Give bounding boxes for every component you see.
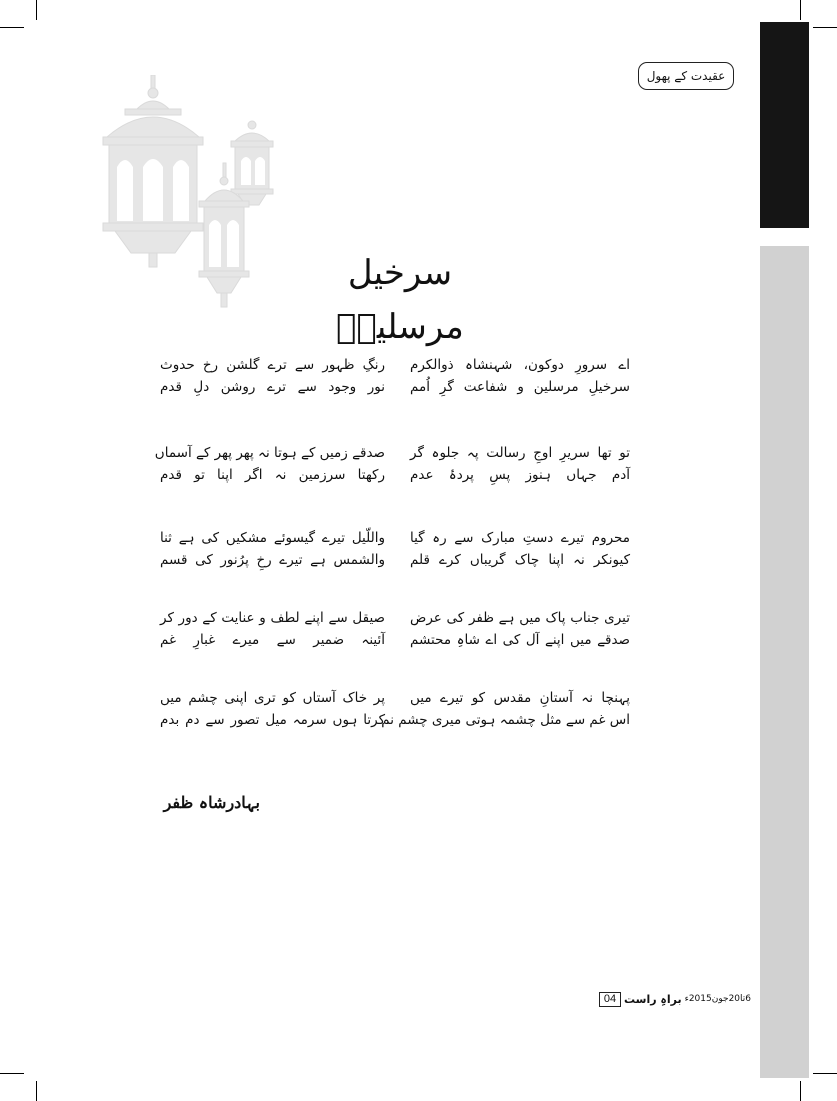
verse-line: کیونکر نہ اپنا چاک گریباں کرے قلم <box>410 552 630 568</box>
verse-line: اے سرورِ دوکون، شہنشاہ ذوالکرم <box>410 357 630 373</box>
side-tab-dark <box>760 22 809 228</box>
verse-line: کرتا ہوں سرمہ میل تصور سے دم بدم <box>160 712 385 728</box>
crop-mark <box>0 1073 24 1074</box>
section-label: عقیدت کے پھول <box>638 62 734 90</box>
poet-name: بہادرشاہ ظفر <box>163 793 260 812</box>
verse-line: آئینہ ضمیر سے میرے غبارِ غم <box>160 632 385 648</box>
crop-mark <box>813 27 837 28</box>
verse-line: پر خاک آستاں کو تری اپنی چشم میں <box>160 690 385 706</box>
stanza <box>160 608 630 652</box>
lantern-illustration <box>95 75 285 310</box>
poem-title: سرخیل مرسلینؐ <box>336 253 464 347</box>
verse-line: پہنچا نہ آستانِ مقدس کو تیرے میں <box>410 690 630 706</box>
verse-line: صدقے زمیں کے ہوتا نہ پھر پھر کے آسماں <box>154 445 385 461</box>
issue-date: 6تا20جون2015ء <box>684 994 751 1004</box>
page-footer <box>599 991 751 1007</box>
verse-line: صیقل سے اپنے لطف و عنایت کے دور کر <box>160 610 385 626</box>
verse-line: اس غم سے مثل چشمہ ہوتی میری چشم نم <box>381 712 630 728</box>
magazine-name: براہِ راست <box>624 992 682 1006</box>
crop-mark <box>0 27 24 28</box>
crop-mark <box>800 0 801 20</box>
verse-line: محروم تیرے دستِ مبارک سے رہ گیا <box>410 530 630 546</box>
verse-line: والشمس ہے تیرے رخِ پرُنور کی قسم <box>160 552 385 568</box>
verse-line: نور وجود سے ترے روشن دلِ قدم <box>160 379 385 395</box>
crop-mark <box>813 1073 837 1074</box>
verse-line: واللّیل تیرے گیسوئے مشکیں کی ہے ثنا <box>160 530 385 546</box>
verse-line: رنگِ ظہور سے ترے گلشن رخ حدوث <box>160 357 385 373</box>
crop-mark <box>36 1081 37 1101</box>
stanza <box>160 688 630 732</box>
verse-line: سرخیلِ مرسلین و شفاعت گرِ اُمم <box>410 379 630 395</box>
verse-line: تیری جناب پاک میں ہے ظفر کی عرض <box>410 610 630 626</box>
stanza <box>160 528 630 572</box>
verse-line: تو تھا سریرِ اوجِ رسالت پہ جلوہ گر <box>410 445 630 461</box>
page-number: 04 <box>599 992 621 1007</box>
verse-line: رکھتا سرزمین نہ اگر اپنا تو قدم <box>160 467 385 483</box>
side-tab-light <box>760 246 809 1078</box>
crop-mark <box>800 1081 801 1101</box>
stanza <box>154 443 630 487</box>
verse-line: صدقے میں اپنے آل کی اے شاہِ محتشم <box>410 632 630 648</box>
verse-line: آدم جہاں ہنوز پسِ پردۂ عدم <box>410 467 630 483</box>
stanza <box>160 355 630 399</box>
crop-mark <box>36 0 37 20</box>
